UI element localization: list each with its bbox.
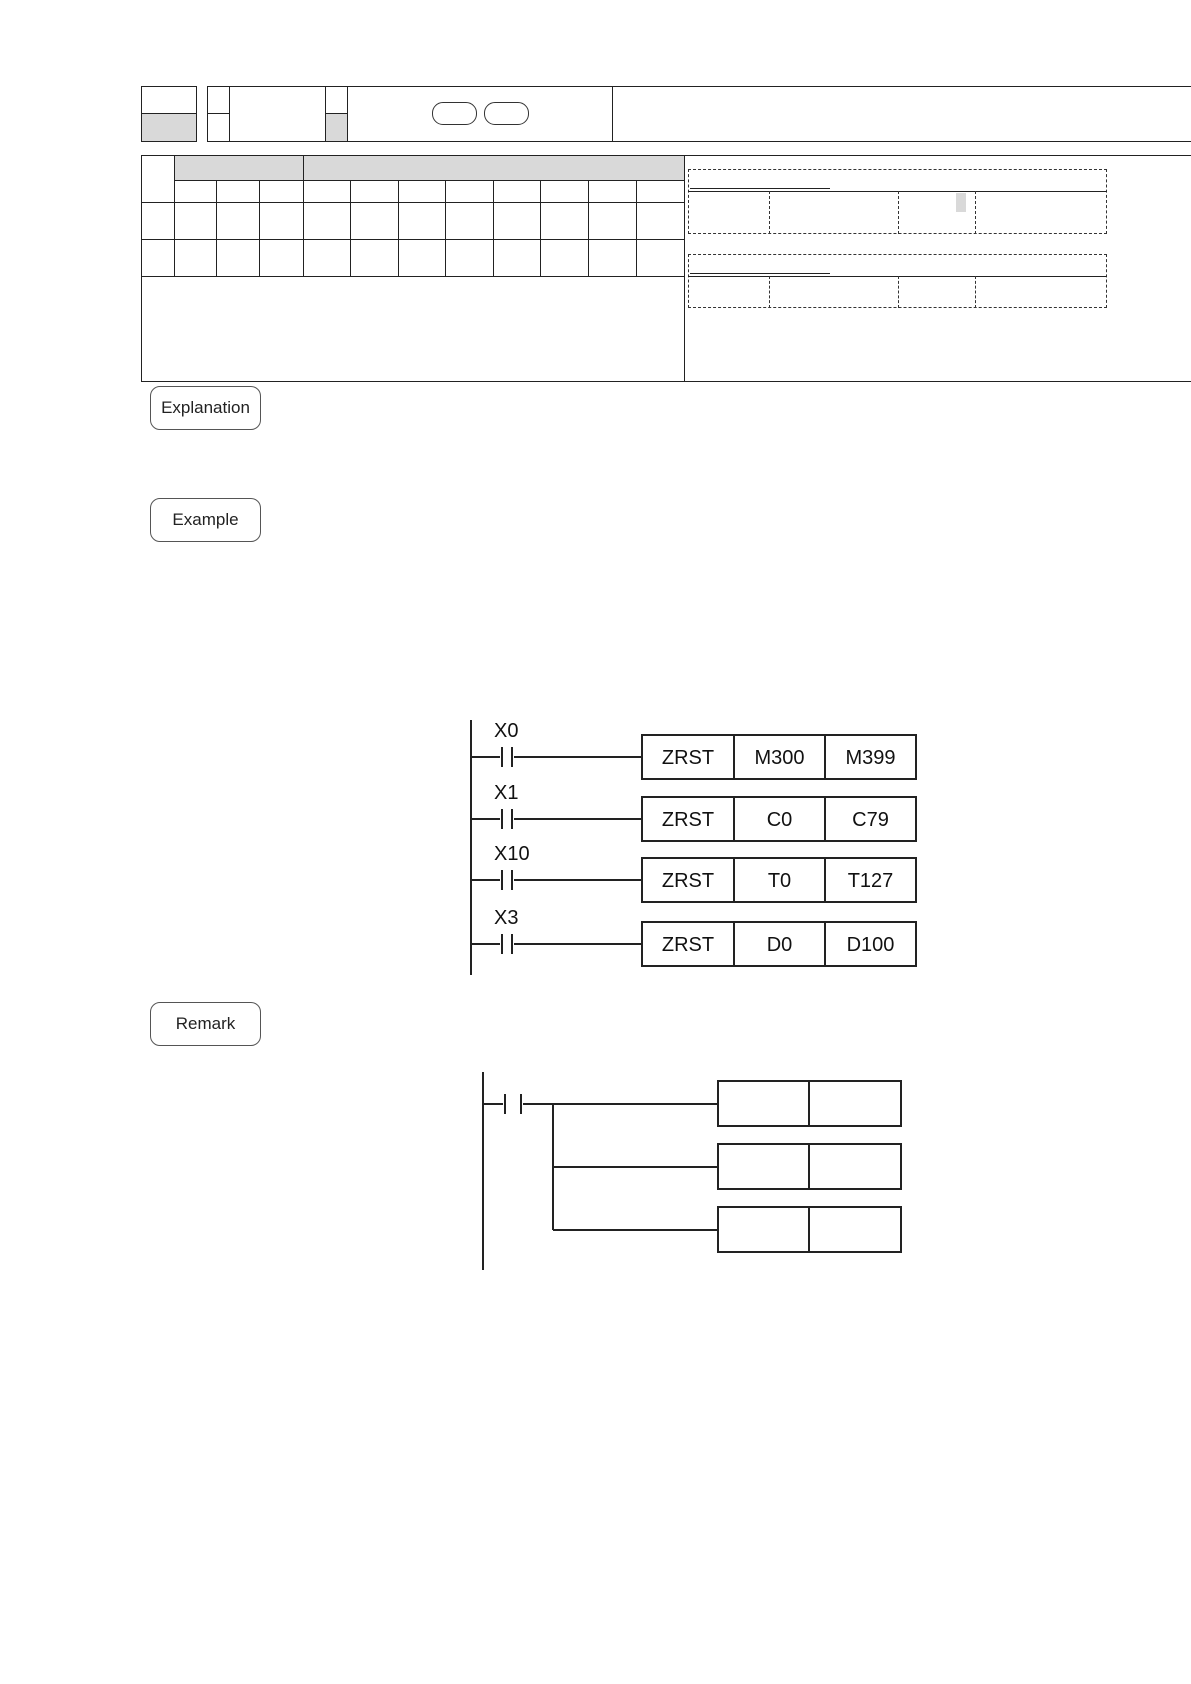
rung-4-instruction: ZRST — [661, 934, 715, 956]
rung-4-contact-label: X3 — [494, 907, 519, 929]
rung-4-operand1: D0 — [766, 934, 793, 956]
remark-label: Remark — [150, 1002, 261, 1046]
rung-1-operand2: M399 — [845, 747, 896, 769]
explanation-label: Explanation — [150, 386, 261, 430]
rung-1-contact-label: X0 — [494, 720, 519, 742]
rung-3-instruction: ZRST — [661, 870, 715, 892]
rung-3-contact-label: X10 — [494, 843, 530, 865]
rung-2-operand2: C79 — [852, 809, 889, 831]
rung-3-operand1: T0 — [767, 870, 792, 892]
rung-2-instruction: ZRST — [661, 809, 715, 831]
example-label: Example — [150, 498, 261, 542]
rung-1-operand1: M300 — [754, 747, 805, 769]
rung-3-operand2: T127 — [847, 870, 894, 892]
rung-2-contact-label: X1 — [494, 782, 519, 804]
rung-2-operand1: C0 — [766, 809, 793, 831]
rung-4-operand2: D100 — [846, 934, 895, 956]
rung-1-instruction: ZRST — [661, 747, 715, 769]
